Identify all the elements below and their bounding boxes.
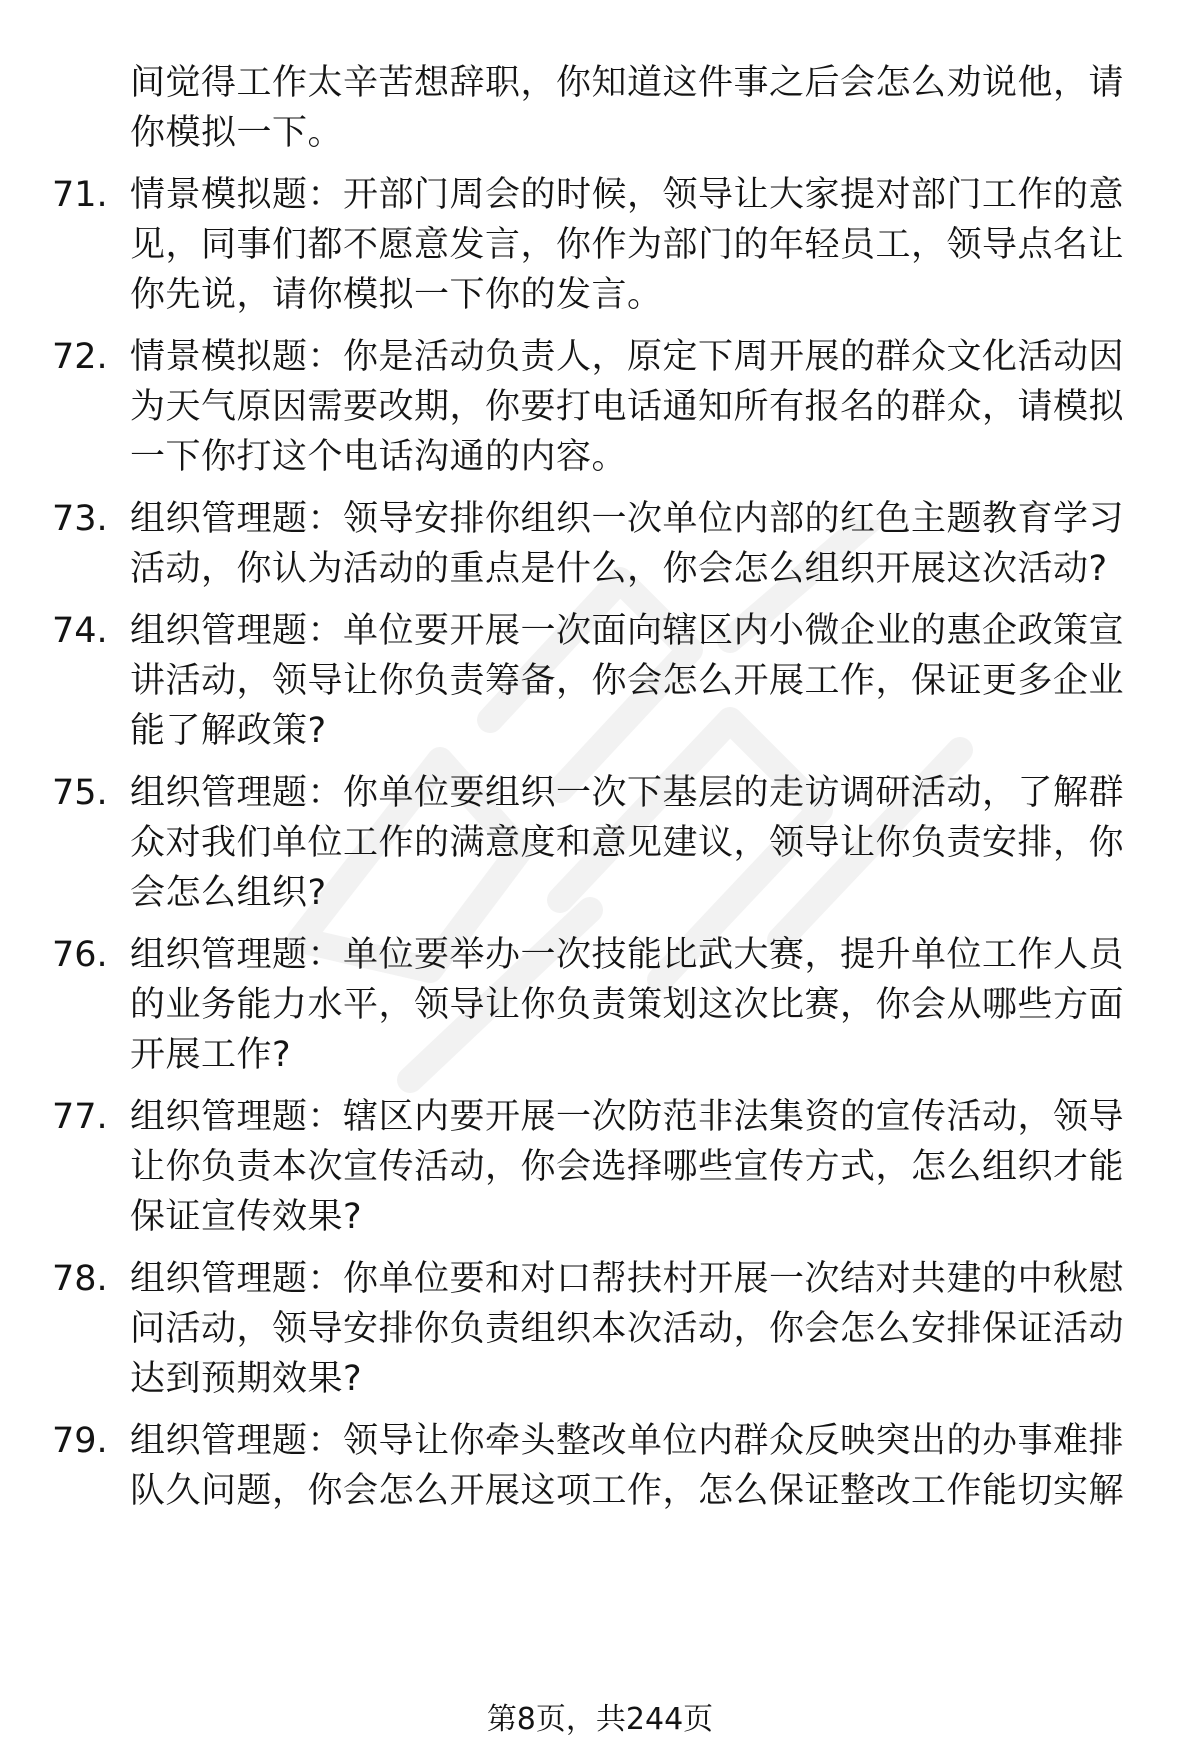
question-number: 76. bbox=[52, 935, 108, 975]
question-number: 77. bbox=[52, 1097, 108, 1137]
question-text: 情景模拟题：你是活动负责人，原定下周开展的群众文化活动因为天气原因需要改期，你要打电话通知所有报名的群众，请模拟一下你打这个电话沟通的内容。 bbox=[130, 337, 1125, 477]
question-number: 78. bbox=[52, 1259, 108, 1299]
page-footer: 第8页，共244页 bbox=[486, 1702, 714, 1737]
question-text: 组织管理题：你单位要组织一次下基层的走访调研活动，了解群众对我们单位工作的满意度和意见建议，领导让你负责安排，你会怎么组织? bbox=[130, 773, 1125, 913]
question-number: 73. bbox=[52, 499, 108, 539]
question-number: 72. bbox=[52, 337, 108, 377]
question-number: 79. bbox=[52, 1421, 108, 1461]
question-70-continuation: 间觉得工作太辛苦想辞职，你知道这件事之后会怎么劝说他，请你模拟一下。 bbox=[130, 63, 1125, 153]
question-text: 组织管理题：领导让你牵头整改单位内群众反映突出的办事难排队久问题，你会怎么开展这项工作，怎么保证整改工作能切实解 bbox=[130, 1421, 1125, 1511]
question-text: 组织管理题：领导安排你组织一次单位内部的红色主题教育学习活动，你认为活动的重点是什么，你会怎么组织开展这次活动? bbox=[130, 499, 1125, 589]
question-text: 组织管理题：辖区内要开展一次防范非法集资的宣传活动，领导让你负责本次宣传活动，你会选择哪些宣传方式，怎么组织才能保证宣传效果? bbox=[130, 1097, 1125, 1237]
question-text: 情景模拟题：开部门周会的时候，领导让大家提对部门工作的意见，同事们都不愿意发言，你作为部门的年轻员工，领导点名让你先说，请你模拟一下你的发言。 bbox=[130, 175, 1125, 315]
question-number: 74. bbox=[52, 611, 108, 651]
question-number: 75. bbox=[52, 773, 108, 813]
question-text: 组织管理题：单位要开展一次面向辖区内小微企业的惠企政策宣讲活动，领导让你负责筹备，你会怎么开展工作，保证更多企业能了解政策? bbox=[130, 611, 1125, 751]
question-text: 组织管理题：你单位要和对口帮扶村开展一次结对共建的中秋慰问活动，领导安排你负责组织本次活动，你会怎么安排保证活动达到预期效果? bbox=[130, 1259, 1125, 1399]
question-number: 71. bbox=[52, 175, 108, 215]
question-text: 组织管理题：单位要举办一次技能比武大赛，提升单位工作人员的业务能力水平，领导让你负责策划这次比赛，你会从哪些方面开展工作? bbox=[130, 935, 1125, 1075]
